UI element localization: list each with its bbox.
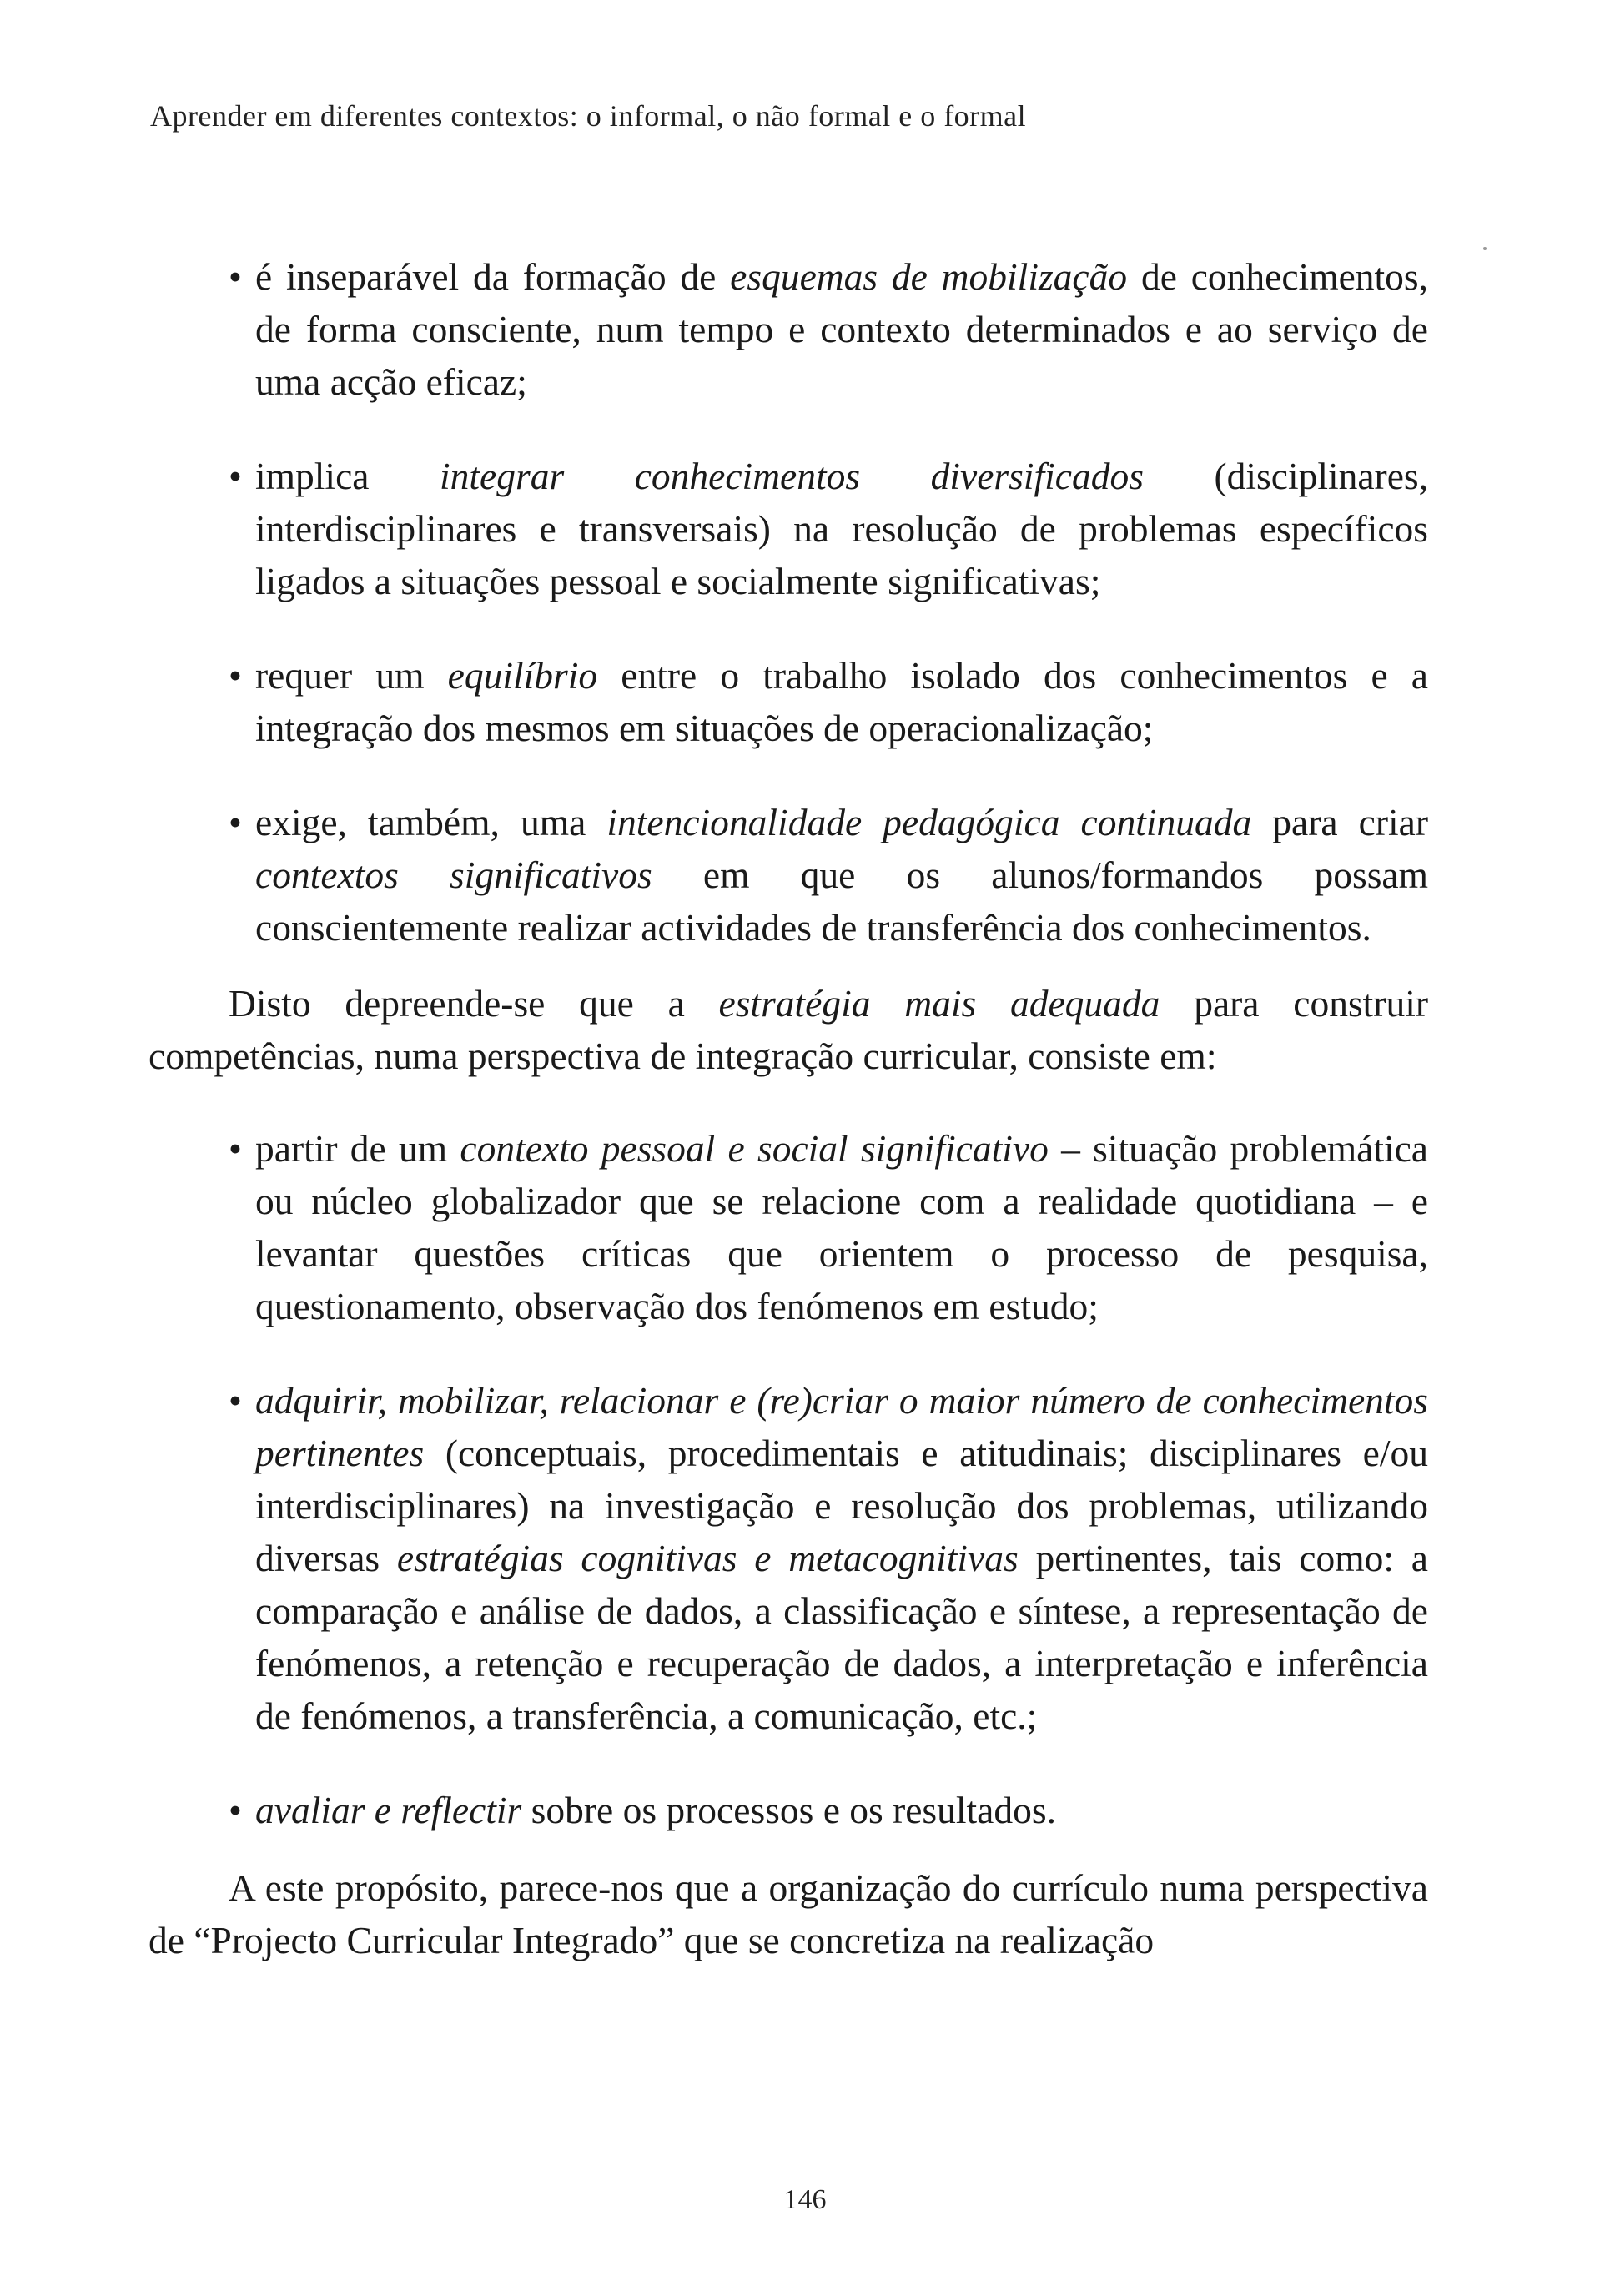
bullet-item [148,1122,1428,1332]
body-text [148,250,1428,2006]
paragraph-project [148,1861,1428,1966]
italic-run: equilíbrio [447,654,598,697]
italic-run: estratégia mais adequada [718,982,1160,1025]
bullet-text [255,255,1428,403]
text-run: de conhecimentos, de forma consciente, num tempo e contexto determinados e ao serviço de uma acção eficaz; [255,255,1429,403]
page-number: 146 [783,2184,827,2215]
text-run: sobre os processos e os resultados. [521,1789,1056,1831]
text-run: em que os alunos/formandos possam conscientemente realizar actividades de transferência dos conhecimentos. [255,853,1428,949]
text-run: (disciplinares, interdisciplinares e transversais) na resolução de problemas específicos ligados a situações pessoal e socialmente significativas; [255,455,1428,602]
text-run: para criar [1251,801,1428,843]
text-run: pertinentes, tais como: a comparação e análise de dados, a classificação e síntese, a representação de fenómenos, a retenção e recuperação de dados, a interpretação e inferência de fenómenos, a transferência, a comunicação, etc.; [255,1537,1428,1737]
text-run: – situação problemática ou núcleo globalizador que se relacione com a realidade quotidiana – e levantar questões críticas que orientem o processo de pesquisa, questionamento, observação dos fenómenos em estudo; [255,1127,1428,1327]
text-run: implica [255,455,440,497]
bullet-text [255,1379,1428,1737]
text-run: A este propósito, parece-nos que a organização do currículo numa perspectiva de “Projecto Curricular Integrado” que se concretiza na realização [148,1866,1428,1961]
text-run: partir de um [255,1127,460,1170]
italic-run: estratégias cognitivas e metacognitivas [396,1537,1019,1579]
bullet-text [255,1789,1056,1831]
bullet-dot-icon: • [229,455,242,497]
bullet-dot-icon: • [229,1379,242,1422]
bullet-item [148,1374,1428,1742]
bullet-dot-icon: • [229,1789,242,1831]
paragraph-strategy [148,977,1428,1082]
text-run: exige, também, uma [255,801,607,843]
text-run: (conceptuais, procedimentais e atitudinais; disciplinares e/ou interdisciplinares) na investigação e resolução dos problemas, utilizando diversas [255,1432,1428,1579]
text-run: entre o trabalho isolado dos conhecimentos e a integração dos mesmos em situações de operacionalização; [255,654,1428,749]
bullet-text [255,801,1428,949]
text-run: para construir competências, numa perspectiva de integração curricular, consiste em: [148,982,1428,1077]
italic-run: esquemas de mobilização [730,255,1128,298]
scan-speck [1483,247,1487,250]
bullet-item [148,796,1428,954]
text-run: requer um [255,654,448,697]
text-run: Disto depreende-se que a [229,982,719,1025]
bullet-item [148,649,1428,754]
bullet-dot-icon: • [229,654,242,697]
italic-run: adquirir, mobilizar, relacionar e (re)criar o maior número de conhecimentos pertinentes [255,1379,1428,1474]
italic-run: integrar conhecimentos diversificados [440,455,1144,497]
bullet-item [148,250,1428,408]
bullet-text [255,1127,1428,1327]
bullet-list-characteristics [148,250,1428,954]
bullet-dot-icon: • [229,1127,242,1170]
bullet-item [148,1784,1428,1836]
bullet-text [255,455,1428,602]
bullet-dot-icon: • [229,801,242,843]
italic-run: contextos significativos [255,853,652,896]
bullet-item [148,450,1428,607]
italic-run: contexto pessoal e social significativo [460,1127,1049,1170]
bullet-dot-icon: • [229,255,242,298]
bullet-list-strategy [148,1122,1428,1836]
bullet-text [255,654,1428,749]
running-header: Aprender em diferentes contextos: o informal, o não formal e o formal [150,99,1027,133]
italic-run: intencionalidade pedagógica continuada [606,801,1252,843]
italic-run: avaliar e reflectir [255,1789,522,1831]
text-run: é inseparável da formação de [255,255,731,298]
